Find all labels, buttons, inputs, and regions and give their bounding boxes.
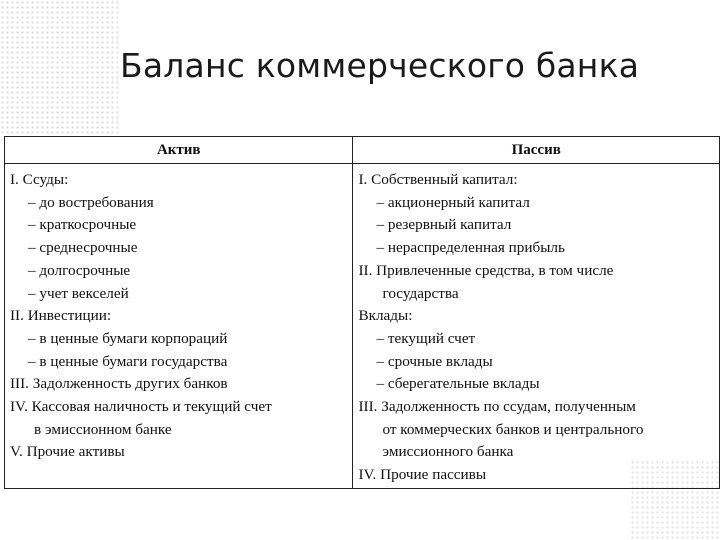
liabilities-line-item: II. Привлеченные средства, в том числе bbox=[358, 261, 614, 279]
liabilities-line-item: – текущий счет bbox=[376, 329, 476, 347]
liabilities-line-item: IV. Прочие пассивы bbox=[358, 466, 487, 484]
assets-line-item: – среднесрочные bbox=[28, 239, 138, 257]
assets-line-item: – в ценные бумаги государства bbox=[28, 352, 228, 370]
liabilities-line-item: от коммерческих банков и центрального bbox=[382, 420, 644, 438]
liabilities-line-item: – нераспределенная прибыль bbox=[376, 239, 565, 257]
liabilities-line-item: III. Задолженность по ссудам, полученным bbox=[358, 398, 636, 416]
assets-line-item: III. Задолженность других банков bbox=[10, 375, 228, 393]
assets-header: Актив bbox=[5, 137, 353, 164]
assets-line-item: I. Ссуды: bbox=[10, 171, 69, 188]
table-body-row bbox=[5, 164, 720, 489]
liabilities-line-item: Вклады: bbox=[358, 307, 413, 325]
table-header-row bbox=[5, 137, 720, 164]
liabilities-line-item: I. Собственный капитал: bbox=[358, 171, 518, 188]
assets-line-item: – краткосрочные bbox=[28, 216, 137, 234]
liabilities-header: Пассив bbox=[353, 137, 720, 164]
liabilities-line-item: – срочные вклады bbox=[376, 352, 493, 370]
liabilities-line-item: эмиссионного банка bbox=[382, 443, 514, 461]
liabilities-line-item: – резервный капитал bbox=[376, 216, 512, 234]
liabilities-list bbox=[354, 165, 718, 487]
balance-table bbox=[4, 136, 720, 489]
assets-line-item: в эмиссионном банке bbox=[34, 420, 172, 438]
liabilities-column bbox=[353, 164, 720, 489]
liabilities-line-item: – сберегательные вклады bbox=[376, 375, 540, 393]
assets-line-item: II. Инвестиции: bbox=[10, 307, 112, 325]
assets-line-item: – в ценные бумаги корпораций bbox=[28, 329, 228, 347]
assets-line-item: V. Прочие активы bbox=[10, 443, 125, 461]
decorative-dot-pattern bbox=[0, 0, 118, 135]
liabilities-line-item: – акционерный капитал bbox=[376, 193, 530, 211]
assets-line-item: – учет векселей bbox=[28, 284, 129, 302]
assets-column bbox=[5, 164, 353, 489]
page-title: Баланс коммерческого банка bbox=[120, 46, 640, 85]
assets-line-item: IV. Кассовая наличность и текущий счет bbox=[10, 398, 272, 416]
assets-line-item: – до востребования bbox=[28, 193, 154, 211]
assets-list bbox=[6, 165, 351, 464]
liabilities-line-item: государства bbox=[382, 284, 459, 302]
assets-line-item: – долгосрочные bbox=[28, 261, 131, 279]
